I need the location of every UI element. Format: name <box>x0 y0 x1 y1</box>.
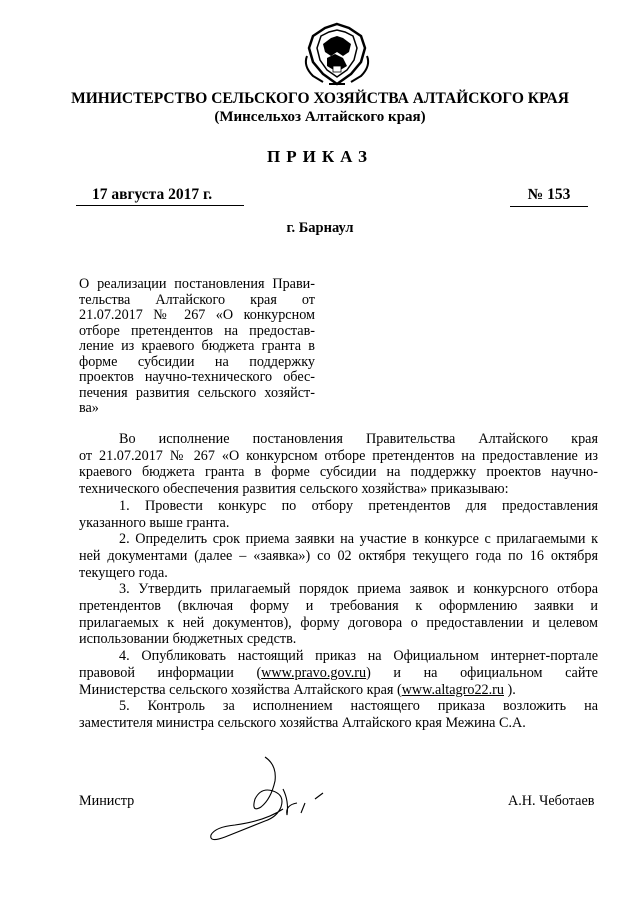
subject-line: тельства Алтайского края от <box>79 291 315 308</box>
subject-line: печения развития сельского хозяйст- <box>79 384 315 401</box>
ministry-name: МИНИСТЕРСТВО СЕЛЬСКОГО ХОЗЯЙСТВА АЛТАЙСКОГО КРАЯ <box>71 90 569 107</box>
body-line: использовании бюджетных средств. <box>79 631 297 648</box>
body-text: Министерства сельского хозяйства Алтайского края ( <box>79 681 402 698</box>
subject-line: отборе претендентов на предостав- <box>79 322 315 339</box>
subject-line: ление из краевого бюджета гранта в <box>79 338 315 354</box>
order-subject <box>79 277 315 417</box>
body-text: информации <box>157 664 234 681</box>
pravo-link[interactable]: www.pravo.gov.ru <box>261 664 367 681</box>
body-line: от 21.07.2017 № 267 «О конкурсном отборе претендентов на предоставление из <box>79 447 598 464</box>
city: г. Барнаул <box>286 220 354 236</box>
body-line: 3. Утвердить прилагаемый порядок приема заявок и конкурсного отбора <box>119 581 598 598</box>
body-line: ней документами (далее – «заявка») со 02 октября текущего года по 16 октября <box>79 547 598 564</box>
subject-line: 21.07.2017 № 267 «О конкурсном <box>79 307 315 323</box>
body-line: прилагаемых к ней документов), форму договора о предоставлении и целевом <box>79 614 598 631</box>
body-text: на <box>423 664 438 681</box>
signer-name: А.Н. Чеботаев <box>508 793 595 809</box>
subject-line: форме субсидии на поддержку <box>79 353 315 370</box>
document-title: ПРИКАЗ <box>267 147 373 166</box>
order-number: № 153 <box>510 186 588 207</box>
body-line: 2. Определить срок приема заявки на участие в конкурсе с прилагаемыми к <box>119 531 598 548</box>
body-text: и <box>393 664 402 681</box>
ministry-short-name: (Минсельхоз Алтайского края) <box>214 109 426 125</box>
body-text: ). <box>504 681 516 698</box>
subject-line: О реализации постановления Прави- <box>79 276 315 292</box>
body-text: правовой <box>79 664 135 681</box>
handwritten-signature <box>205 755 335 855</box>
body-line: 5. Контроль за исполнением настоящего приказа возложить на <box>119 698 598 715</box>
body-line: 1. Провести конкурс по отбору претендентов для предоставления <box>119 497 598 514</box>
subject-line: ва» <box>79 400 99 416</box>
body-line: технического обеспечения развития сельского хозяйства» приказываю: <box>79 481 509 498</box>
subject-line: проектов научно-технического обес- <box>79 369 315 385</box>
signer-title: Министр <box>79 793 135 809</box>
body-line: Во исполнение постановления Правительства Алтайского края <box>119 431 598 447</box>
body-line: указанного выше гранта. <box>79 514 230 531</box>
order-date: 17 августа 2017 г. <box>76 186 244 206</box>
body-text: сайте <box>565 664 598 681</box>
body-line <box>79 682 598 699</box>
order-body <box>79 431 598 732</box>
body-line: заместителя министра сельского хозяйства Алтайского края Межина С.А. <box>79 714 526 731</box>
body-line <box>79 665 598 682</box>
altagro-link[interactable]: www.altagro22.ru <box>401 681 504 698</box>
body-text: официальном <box>460 664 543 681</box>
body-line: претендентов (включая форму и требования к оформлению заявки и <box>79 598 598 615</box>
body-line: краевого бюджета гранта в форме субсидии на поддержку проектов научно- <box>79 464 598 481</box>
body-line: текущего года. <box>79 564 168 581</box>
body-line: 4. Опубликовать настоящий приказ на Официальном интернет-портале <box>119 648 598 665</box>
body-text: (www.pravo.gov.ru) <box>256 664 371 681</box>
altai-krai-coat-of-arms-icon <box>299 22 375 88</box>
